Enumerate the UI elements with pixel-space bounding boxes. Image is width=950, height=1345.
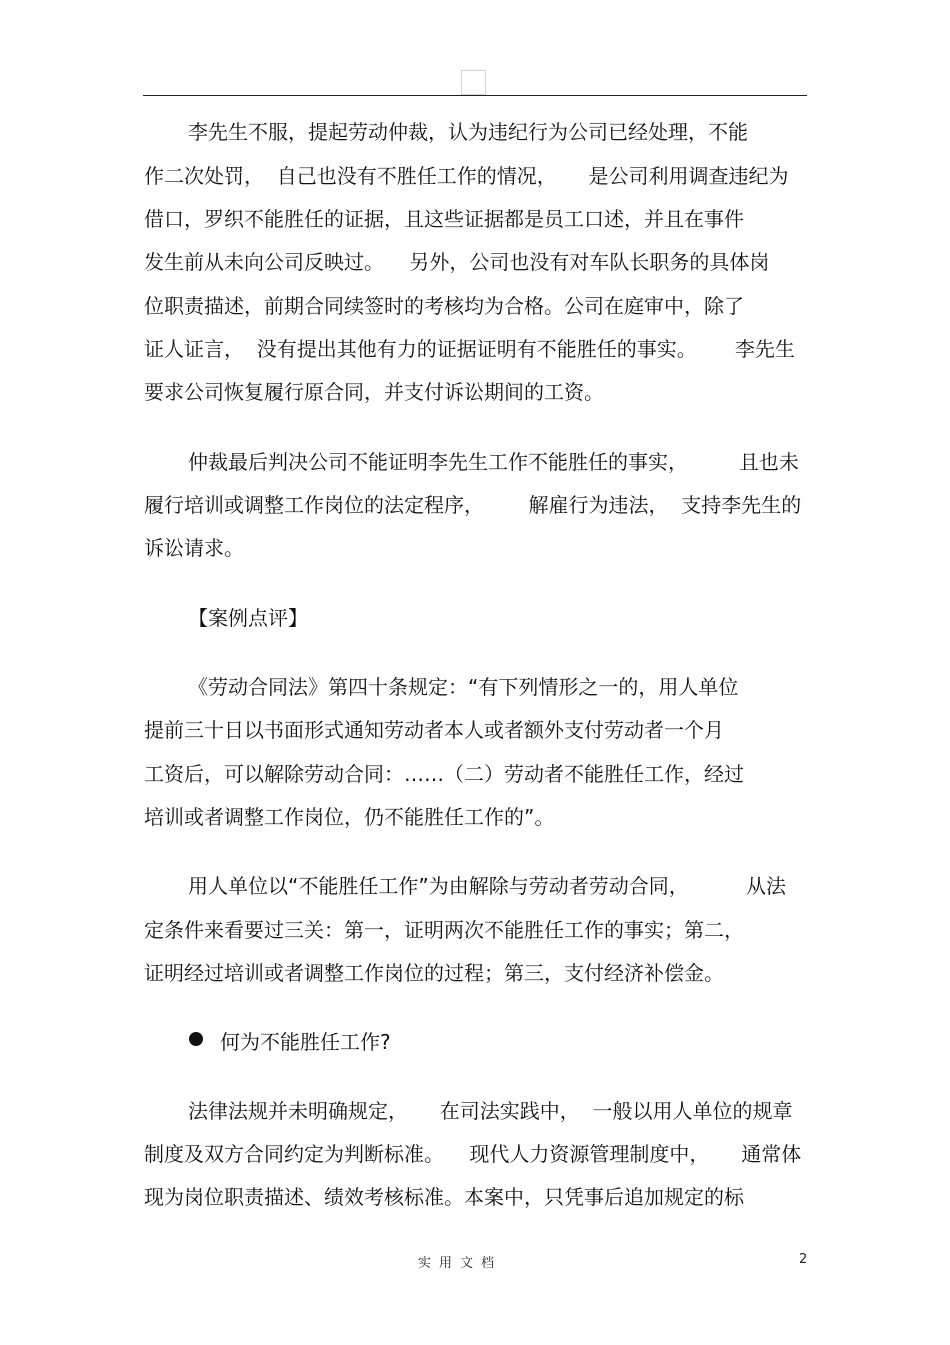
paragraph-line: 履行培训或调整工作岗位的法定程序， 解雇行为违法， 支持李先生的 [144, 493, 802, 517]
page-number: 2 [799, 1252, 808, 1267]
paragraph-line: 提前三十日以书面形式通知劳动者本人或者额外支付劳动者一个月 [144, 718, 724, 742]
header-box [461, 70, 486, 95]
header-rule [143, 95, 807, 96]
paragraph-line: 作二次处罚， 自己也没有不胜任工作的情况， 是公司利用调查违纪为 [144, 164, 789, 188]
paragraph-line: 证明经过培训或者调整工作岗位的过程；第三，支付经济补偿金。 [144, 961, 724, 985]
bullet-text: 何为不能胜任工作? [220, 1030, 391, 1054]
paragraph-line: 制度及双方合同约定为判断标准。 现代人力资源管理制度中， 通常体 [144, 1142, 802, 1166]
paragraph-line: 借口，罗织不能胜任的证据，且这些证据都是员工口述，并且在事件 [144, 207, 744, 231]
paragraph-line: 法律法规并未明确规定， 在司法实践中， 一般以用人单位的规章 [188, 1099, 793, 1123]
paragraph-line: 要求公司恢复履行原合同，并支付诉讼期间的工资。 [144, 380, 604, 404]
paragraph-line: 李先生不服，提起劳动仲裁，认为违纪行为公司已经处理，不能 [188, 120, 748, 144]
paragraph-line: 发生前从未向公司反映过。 另外，公司也没有对车队长职务的具体岗 [144, 250, 770, 274]
footer-title: 实用文档 [418, 1256, 503, 1271]
paragraph-line: 培训或者调整工作岗位，仍不能胜任工作的”。 [144, 805, 555, 829]
paragraph-line: 仲裁最后判决公司不能证明李先生工作不能胜任的事实， 且也未 [188, 450, 799, 474]
paragraph-line: 证人证言， 没有提出其他有力的证据证明有不能胜任的事实。 李先生 [144, 337, 795, 361]
paragraph-line: 工资后，可以解除劳动合同：……（二）劳动者不能胜任工作，经过 [144, 762, 744, 786]
paragraph-line: 诉讼请求。 [144, 536, 244, 560]
paragraph-line: 现为岗位职责描述、绩效考核标准。本案中，只凭事后追加规定的标 [144, 1185, 744, 1209]
paragraph-line: 定条件来看要过三关：第一，证明两次不能胜任工作的事实；第二， [144, 918, 744, 942]
paragraph-line: 用人单位以“不能胜任工作”为由解除与劳动者劳动合同， 从法 [188, 874, 786, 898]
paragraph-line: 位职责描述，前期合同续签时的考核均为合格。公司在庭审中，除了 [144, 294, 744, 318]
paragraph-line: 《劳动合同法》第四十条规定：“有下列情形之一的，用人单位 [188, 675, 739, 699]
section-heading: 【案例点评】 [188, 606, 308, 630]
bullet-dot [189, 1032, 203, 1046]
